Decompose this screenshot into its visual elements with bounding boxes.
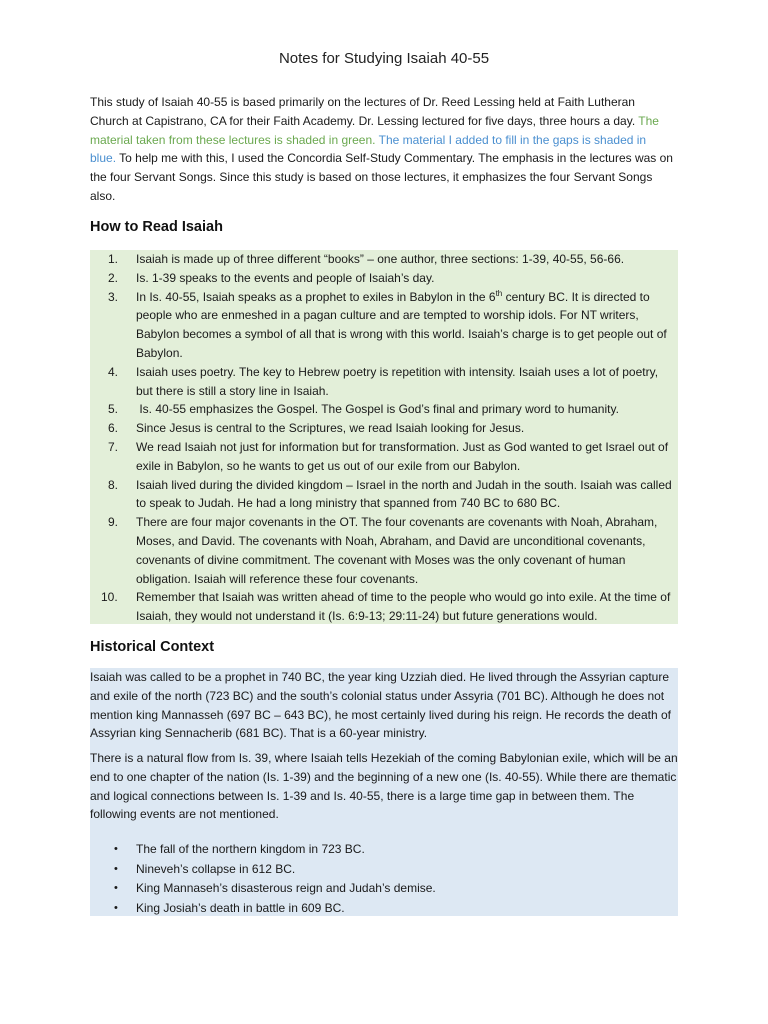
item-number: 9. — [108, 515, 119, 530]
intro-green-note: The material taken from these lectures is shaded in green. — [90, 113, 659, 147]
item-number: 8. — [108, 477, 119, 492]
list-item — [90, 840, 678, 860]
intro-text-1: This study of Isaiah 40-55 is based primarily on the lectures of Dr. Reed Lessing held at Faith Lutheran Church at Capistrano, CA for their Faith Academy. Dr. Lessing lectured for five days, three hours a day. — [90, 95, 636, 128]
list-item — [90, 250, 678, 269]
item-text: There are four major covenants in the OT. The four covenants are covenants with Noah, Abraham, Moses, and David. The covenants with Noah, Abraham, and David are unconditional covenants, covenants of divine commitment. The covenant with Moses was the only covenant of human obligation. Isaiah will reference these four covenants. — [136, 515, 658, 586]
item-text — [136, 290, 667, 360]
item-text: Remember that Isaiah was written ahead of time to the people who would go into exile. At the time of Isaiah, they would not understand it (Is. 6:9-13; 29:11-24) but future generations would. — [136, 590, 671, 624]
list-item — [90, 879, 678, 899]
bullet-icon: • — [114, 882, 118, 895]
list-item — [90, 269, 678, 288]
item-text-pre: In Is. 40-55, Isaiah speaks as a prophet to exiles in Babylon in the 6 — [136, 289, 496, 304]
item-number: 6. — [108, 421, 119, 436]
list-item — [90, 288, 678, 363]
page-title: Notes for Studying Isaiah 40-55 — [278, 50, 490, 67]
item-text: Since Jesus is central to the Scriptures, we read Isaiah looking for Jesus. — [136, 421, 525, 436]
item-number: 7. — [108, 439, 119, 454]
how-to-read-list — [90, 250, 678, 626]
event-text: The fall of the northern kingdom in 723 BC. — [136, 842, 365, 856]
item-text: Is. 40-55 emphasizes the Gospel. The Gospel is God’s final and primary word to humanity. — [136, 402, 619, 417]
event-text: King Mannaseh’s disasterous reign and Judah’s demise. — [136, 881, 436, 896]
item-number: 3. — [108, 289, 119, 304]
bullet-icon: • — [114, 843, 118, 855]
item-number: 4. — [108, 364, 119, 379]
item-text: Isaiah uses poetry. The key to Hebrew poetry is repetition with intensity. Isaiah uses a lot of poetry, but there is still a story line in Isaiah. — [136, 364, 659, 398]
historical-context-heading: Historical Context — [90, 639, 215, 655]
event-text: King Josiah’s death in battle in 609 BC. — [136, 900, 345, 915]
event-text: Nineveh’s collapse in 612 BC. — [136, 861, 296, 876]
item-text-post: century BC. It is directed to people who are enmeshed in a pagan culture and are tempted to worship idols. For NT writers, Babylon becomes a symbol of all that is wrong with this world. Isaiah’s charge is to get people out of Babylon. — [136, 289, 667, 360]
list-item — [90, 513, 678, 588]
item-number: 2. — [108, 270, 119, 285]
list-item — [90, 588, 678, 626]
item-text: We read Isaiah not just for information but for transformation. Just as God wanted to get Israel out of exile in Babylon, so he wants to get us out of our exile from our Babylon. — [136, 439, 669, 473]
bullet-icon: • — [114, 862, 118, 875]
bullet-icon: • — [114, 901, 118, 914]
how-to-read-heading: How to Read Isaiah — [90, 219, 223, 235]
list-item — [90, 363, 678, 401]
item-number: 10. — [101, 590, 118, 605]
events-list — [90, 840, 678, 918]
historical-paragraph-2: There is a natural flow from Is. 39, where Isaiah tells Hezekiah of the coming Babylonian exile, which will be an end to one chapter of the nation (Is. 1-39) and the beginning of a new one (Is. 40-55). While there are thematic and logical connections between Is. 1-39 and Is. 40-55, there is a large time gap in between them. The following events are not mentioned. — [90, 751, 678, 822]
list-item — [90, 419, 678, 438]
historical-paragraph-1: Isaiah was called to be a prophet in 740 BC, the year king Uzziah died. He lived through the Assyrian capture and exile of the north (723 BC) and the south’s colonial status under Assyria (701 BC). Although he does not mention king Mannasseh (697 BC – 643 BC), he most certainly lived during his reign. He records the death of Assyrian king Sennacherib (681 BC). That is a 60-year ministry. — [90, 670, 671, 741]
item-text: Is. 1-39 speaks to the events and people of Isaiah’s day. — [136, 270, 435, 285]
intro-blue-note: The material I added to fill in the gaps is shaded in blue. — [90, 132, 647, 166]
item-text: Isaiah lived during the divided kingdom – Israel in the north and Judah in the south. Isaiah was called to speak to Judah. He had a long ministry that spanned from 740 BC to 680 BC. — [136, 477, 672, 511]
item-number: 1. — [108, 252, 119, 266]
intro-paragraph — [90, 93, 675, 206]
list-item — [90, 400, 678, 419]
list-item — [90, 860, 678, 880]
intro-text-2: To help me with this, I used the Concordia Self-Study Commentary. The emphasis in the lectures was on the four Servant Songs. Since this study is based on those lectures, it emphasizes the four Servant Songs also. — [90, 151, 673, 203]
item-text: Isaiah is made up of three different “books” – one author, three sections: 1-39, 40-55, 56-66. — [136, 252, 625, 266]
list-item — [90, 476, 678, 514]
item-number: 5. — [108, 402, 119, 417]
list-item — [90, 899, 678, 919]
superscript-th: th — [495, 288, 503, 298]
list-item — [90, 438, 678, 476]
